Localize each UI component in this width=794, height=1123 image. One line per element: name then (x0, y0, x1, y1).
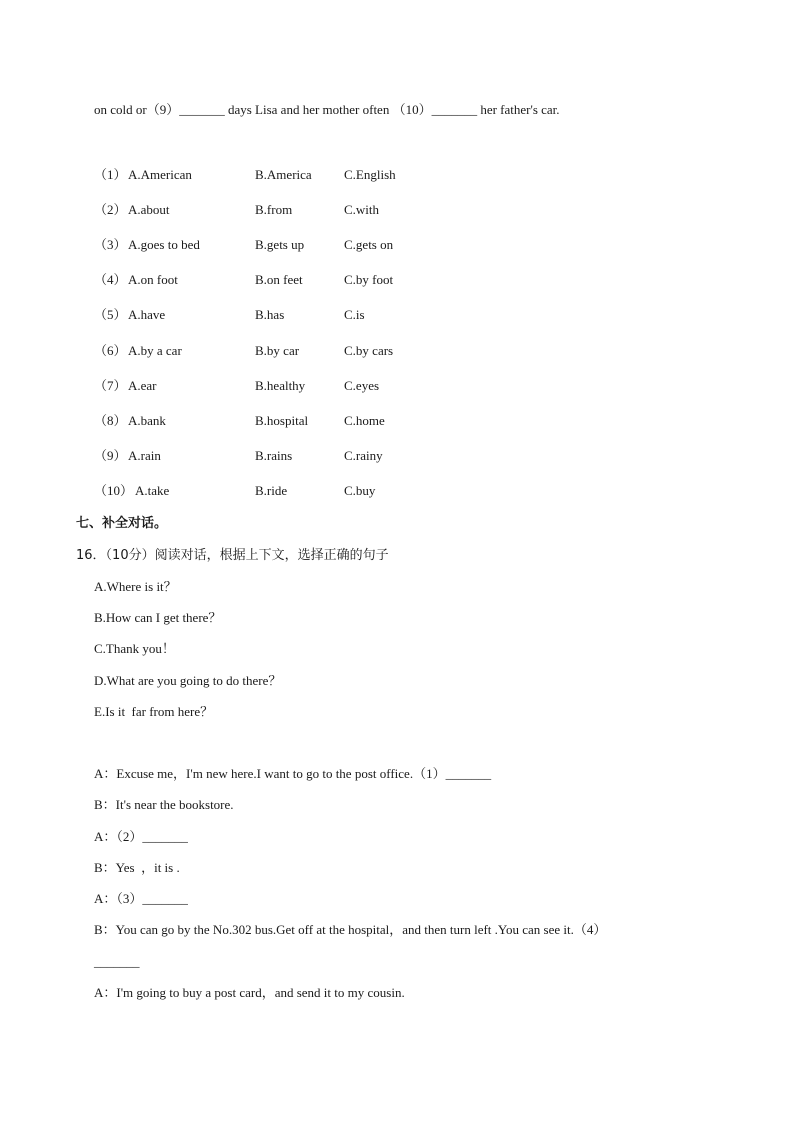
option-a: A.rain (128, 448, 161, 463)
option-c: C.buy (344, 483, 376, 498)
section-heading: 七、补全对话。 (76, 516, 168, 531)
option-c: C.home (344, 413, 385, 428)
option-b: B.America (255, 167, 312, 182)
option-number: （2） (94, 202, 127, 217)
dialogue-line: A：I'm going to buy a post card，and send it to my cousin. (94, 985, 405, 1000)
option-b: B.rains (255, 448, 293, 463)
option-c: C.is (344, 307, 365, 322)
dialogue-line: A：Excuse me，I'm new here.I want to go to the post office.（1）_______ (94, 766, 492, 781)
dialogue-line: B：You can go by the No.302 bus.Get off at the hospital，and then turn left .You can see it.（4） (94, 922, 607, 937)
answer-choice: C.Thank you！ (94, 641, 175, 656)
option-number: （9） (94, 448, 127, 463)
dialogue-line: A：（2）_______ (94, 829, 188, 844)
option-b: B.from (255, 202, 293, 217)
option-number: （10） (94, 483, 134, 498)
option-b: B.ride (255, 483, 288, 498)
option-number: （4） (94, 272, 127, 287)
option-a: A.ear (128, 378, 157, 393)
question-header: 16．（10分）阅读对话，根据上下文，选择正确的句子 (76, 548, 389, 563)
answer-choice: A.Where is it？ (94, 579, 177, 594)
dialogue-line: A：（3）_______ (94, 891, 188, 906)
option-c: C.English (344, 167, 396, 182)
option-a: A.American (128, 167, 192, 182)
option-a: A.on foot (128, 272, 178, 287)
option-b: B.hospital (255, 413, 309, 428)
passage-continuation: on cold or（9）_______ days Lisa and her mother often （10）_______ her father's car. (94, 102, 560, 117)
option-number: （1） (94, 167, 127, 182)
option-a: A.take (135, 483, 170, 498)
option-b: B.by car (255, 343, 300, 358)
option-a: A.about (128, 202, 170, 217)
option-b: B.healthy (255, 378, 306, 393)
dialogue-line: B：It's near the bookstore. (94, 797, 234, 812)
option-c: C.by foot (344, 272, 394, 287)
option-number: （3） (94, 237, 127, 252)
option-b: B.gets up (255, 237, 305, 252)
dialogue-line: _______ (94, 954, 140, 969)
option-number: （8） (94, 413, 127, 428)
dialogue-line: B：Yes ，it is . (94, 860, 180, 875)
answer-choice: B.How can I get there？ (94, 610, 222, 625)
option-a: A.by a car (128, 343, 182, 358)
option-c: C.by cars (344, 343, 394, 358)
option-a: A.goes to bed (128, 237, 200, 252)
option-a: A.have (128, 307, 166, 322)
option-a: A.bank (128, 413, 166, 428)
option-number: （7） (94, 378, 127, 393)
option-b: B.has (255, 307, 285, 322)
option-number: （5） (94, 307, 127, 322)
answer-choice: D.What are you going to do there？ (94, 673, 282, 688)
option-b: B.on feet (255, 272, 303, 287)
option-c: C.gets on (344, 237, 394, 252)
answer-choice: E.Is it far from here？ (94, 704, 214, 719)
option-c: C.rainy (344, 448, 383, 463)
option-number: （6） (94, 343, 127, 358)
option-c: C.eyes (344, 378, 380, 393)
option-c: C.with (344, 202, 380, 217)
